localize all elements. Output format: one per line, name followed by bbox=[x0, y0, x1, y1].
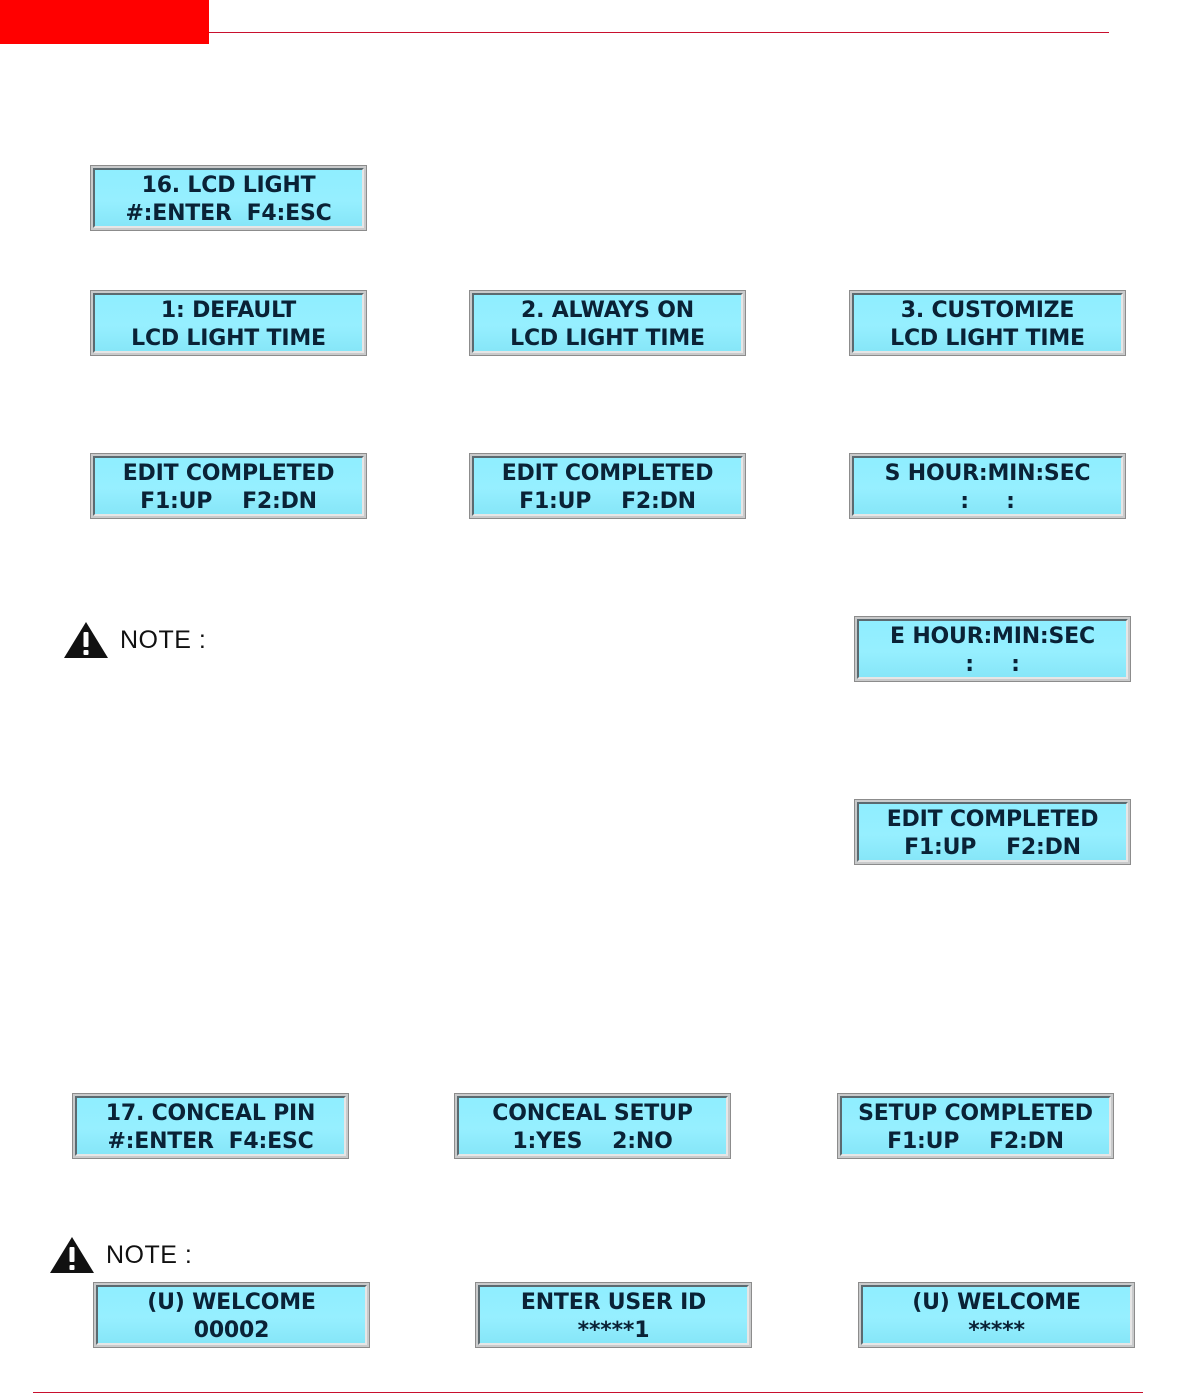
lcd-line-2: 00002 bbox=[193, 1318, 270, 1343]
lcd-line-2: LCD LIGHT TIME bbox=[131, 326, 326, 351]
lcd-line-1: 2. ALWAYS ON bbox=[520, 298, 694, 323]
lcd-screen-customize-edit-completed bbox=[854, 799, 1131, 865]
lcd-screen-customize-option bbox=[849, 290, 1126, 356]
lcd-line-2: F1:UP F2:DN bbox=[519, 489, 696, 514]
lcd-screen-conceal-setup bbox=[454, 1093, 731, 1159]
lcd-line-1: 17. CONCEAL PIN bbox=[105, 1101, 316, 1126]
lcd-line-1: 1: DEFAULT bbox=[160, 298, 297, 323]
lcd-line-2: LCD LIGHT TIME bbox=[890, 326, 1085, 351]
lcd-screen-conceal-pin-menu bbox=[72, 1093, 349, 1159]
note-callout bbox=[48, 1234, 192, 1276]
lcd-screen-default-option bbox=[90, 290, 367, 356]
lcd-line-2: LCD LIGHT TIME bbox=[510, 326, 705, 351]
lcd-screen-start-time bbox=[849, 453, 1126, 519]
header-red-tab bbox=[0, 0, 209, 44]
footer-rule bbox=[33, 1392, 1143, 1393]
lcd-screen-enter-user-id bbox=[475, 1282, 752, 1348]
lcd-screen-welcome-id-shown bbox=[93, 1282, 370, 1348]
lcd-line-2: : : bbox=[960, 489, 1015, 514]
lcd-line-1: SETUP COMPLETED bbox=[858, 1101, 1093, 1126]
lcd-line-1: 3. CUSTOMIZE bbox=[900, 298, 1075, 323]
lcd-line-2: #:ENTER F4:ESC bbox=[125, 201, 332, 226]
lcd-line-1: ENTER USER ID bbox=[520, 1290, 707, 1315]
warning-triangle-icon bbox=[48, 1235, 96, 1275]
note-label: NOTE : bbox=[106, 1240, 193, 1269]
lcd-line-1: (U) WELCOME bbox=[147, 1290, 316, 1315]
note-callout bbox=[62, 619, 206, 661]
lcd-line-1: EDIT COMPLETED bbox=[886, 807, 1099, 832]
lcd-line-2: ***** bbox=[968, 1318, 1025, 1343]
lcd-line-1: S HOUR:MIN:SEC bbox=[884, 461, 1091, 486]
lcd-line-2: F1:UP F2:DN bbox=[140, 489, 317, 514]
header-rule bbox=[209, 32, 1109, 33]
lcd-line-1: 16. LCD LIGHT bbox=[141, 173, 316, 198]
note-label: NOTE : bbox=[120, 625, 207, 654]
lcd-screen-setup-completed bbox=[837, 1093, 1114, 1159]
lcd-line-1: EDIT COMPLETED bbox=[122, 461, 335, 486]
lcd-line-1: EDIT COMPLETED bbox=[501, 461, 714, 486]
lcd-line-2: F1:UP F2:DN bbox=[904, 835, 1081, 860]
lcd-screen-lcd-light-menu bbox=[90, 165, 367, 231]
lcd-line-2: 1:YES 2:NO bbox=[512, 1129, 673, 1154]
lcd-screen-default-edit-completed bbox=[90, 453, 367, 519]
lcd-screen-end-time bbox=[854, 616, 1131, 682]
lcd-line-2: #:ENTER F4:ESC bbox=[107, 1129, 314, 1154]
lcd-line-2: F1:UP F2:DN bbox=[887, 1129, 1064, 1154]
lcd-screen-welcome-id-concealed bbox=[858, 1282, 1135, 1348]
warning-triangle-icon bbox=[62, 620, 110, 660]
lcd-screen-always-on-edit-completed bbox=[469, 453, 746, 519]
lcd-line-2: *****1 bbox=[577, 1318, 650, 1343]
lcd-line-2: : : bbox=[965, 652, 1020, 677]
lcd-line-1: (U) WELCOME bbox=[912, 1290, 1081, 1315]
lcd-line-1: E HOUR:MIN:SEC bbox=[890, 624, 1095, 649]
lcd-screen-always-on-option bbox=[469, 290, 746, 356]
lcd-line-1: CONCEAL SETUP bbox=[492, 1101, 693, 1126]
